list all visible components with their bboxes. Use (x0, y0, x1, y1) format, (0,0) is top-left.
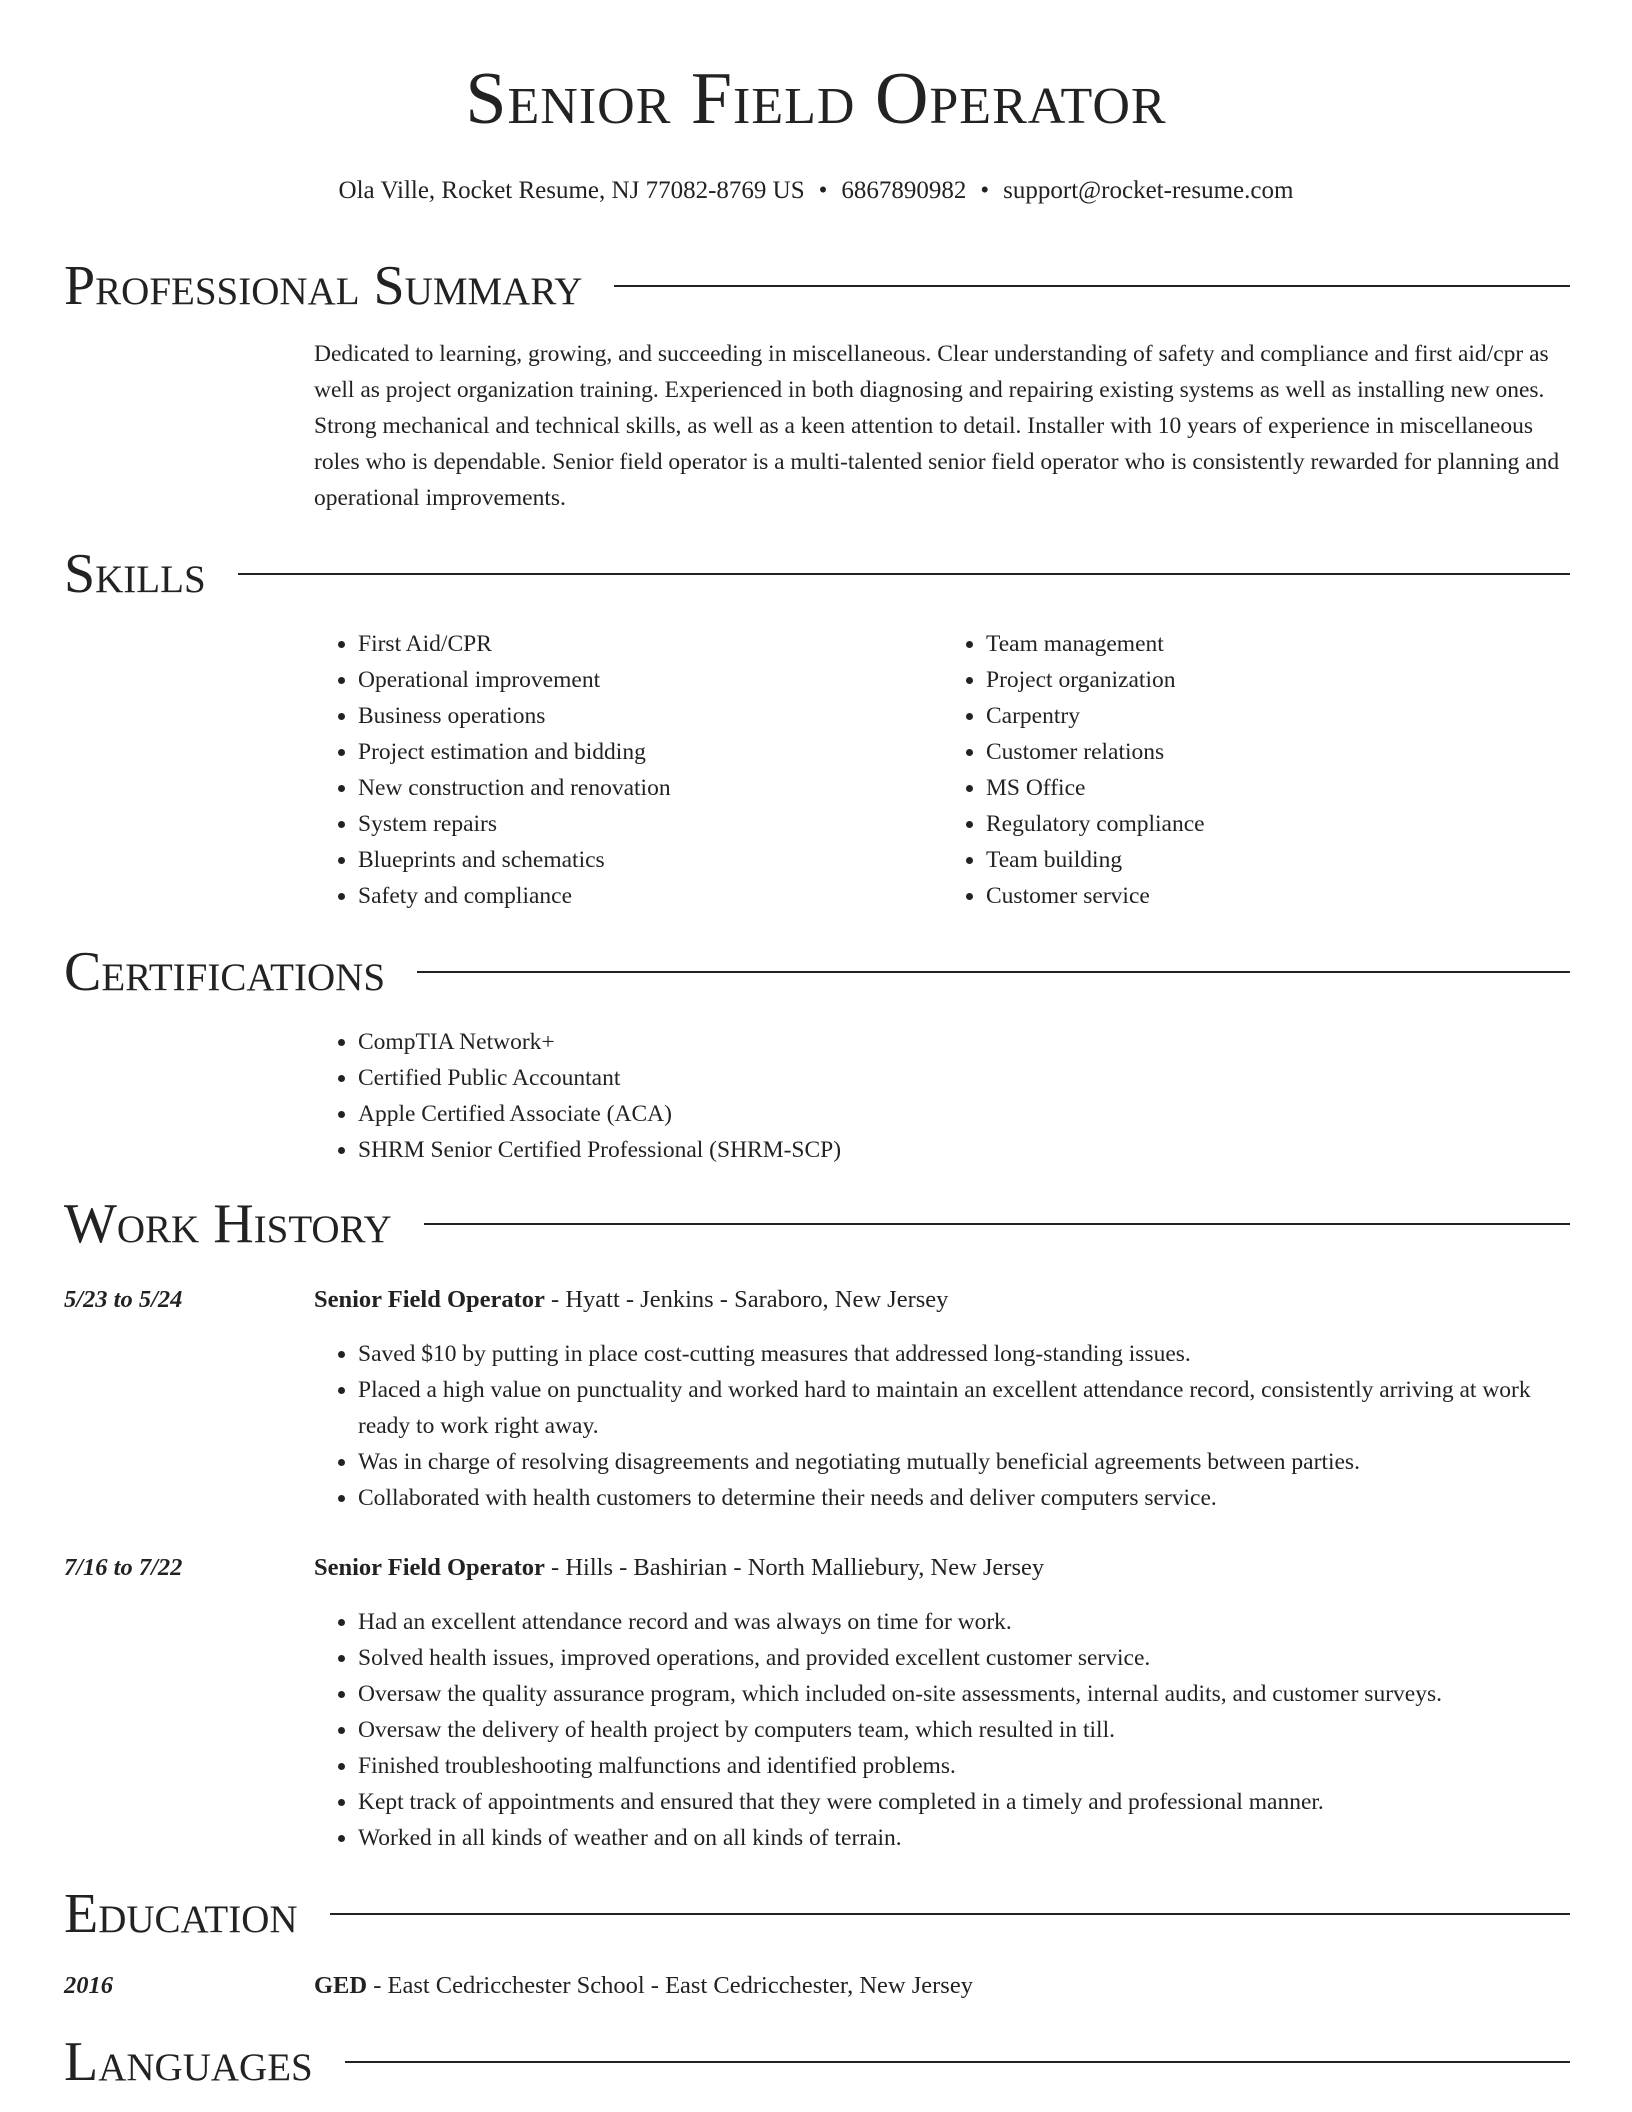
skill-item: • System repairs (358, 806, 942, 842)
section-title: Work History (64, 1193, 392, 1255)
job-role (314, 1550, 1570, 1586)
section-header-skills (64, 542, 1570, 606)
section-divider (345, 2061, 1570, 2063)
section-divider (238, 573, 1570, 575)
job-bullet: • Oversaw the delivery of health project by computers team, which resulted in till. (358, 1712, 1570, 1748)
certification-item: • SHRM Senior Certified Professional (SHRM-SCP) (358, 1132, 1570, 1168)
job-dates: 5/23 to 5/24 (64, 1286, 183, 1313)
job-bullet: • Finished troubleshooting malfunctions and identified problems. (358, 1748, 1570, 1784)
skill-item: • Customer service (986, 878, 1570, 914)
section-divider (330, 1913, 1570, 1915)
section-header-certifications (64, 940, 1570, 1004)
job-bullet: • Solved health issues, improved operations, and provided excellent customer service. (358, 1640, 1570, 1676)
job-bullets-block (314, 1604, 1570, 1856)
job-details: - Hyatt - Jenkins - Saraboro, New Jersey (544, 1286, 949, 1313)
skill-item: • Carpentry (986, 698, 1570, 734)
section-header-work-history (64, 1192, 1570, 1256)
section-title: Education (64, 1883, 298, 1945)
section-divider (614, 285, 1570, 287)
certification-item: • Apple Certified Associate (ACA) (358, 1096, 1570, 1132)
resume-name: Senior Field Operator (465, 58, 1167, 140)
job-bullet: • Collaborated with health customers to determine their needs and deliver computers service. (358, 1480, 1570, 1516)
education-details: - East Cedricchester School - East Cedricchester, New Jersey (367, 1972, 973, 1999)
contact-separator: • (818, 177, 828, 204)
certifications-list (314, 1024, 1570, 1168)
skill-item: • Project estimation and bidding (358, 734, 942, 770)
section-header-summary (64, 254, 1570, 318)
section-divider (417, 971, 1570, 973)
job-bullet: • Placed a high value on punctuality and worked hard to maintain an excellent attendance record, consistently arriving at work ready to work right away. (358, 1372, 1570, 1444)
job-bullet: • Was in charge of resolving disagreements and negotiating mutually beneficial agreements between parties. (358, 1444, 1570, 1480)
skill-item: • First Aid/CPR (358, 626, 942, 662)
education-entry (314, 1968, 1570, 2004)
section-title: Professional Summary (64, 255, 583, 317)
skill-item: • Customer relations (986, 734, 1570, 770)
job-dates: 7/16 to 7/22 (64, 1554, 183, 1581)
job-bullet: • Worked in all kinds of weather and on all kinds of terrain. (358, 1820, 1570, 1856)
section-header-languages (64, 2030, 1570, 2094)
certification-item: • CompTIA Network+ (358, 1024, 1570, 1060)
skill-item: • Operational improvement (358, 662, 942, 698)
skill-item: • New construction and renovation (358, 770, 942, 806)
job-bullet: • Had an excellent attendance record and was always on time for work. (358, 1604, 1570, 1640)
summary-text: Dedicated to learning, growing, and succeeding in miscellaneous. Clear understanding of safety and compliance and first aid/cpr as well as project organization training. Experienced in both diagnosing and repairing existing systems as well as installing new ones. Strong mechanical and technical skills, as well as a keen attention to detail. Installer with 10 years of experience in miscellaneous roles who is dependable. Senior field operator is a multi-talented senior field operator who is consistently rewarded for planning and operational improvements. (314, 341, 1560, 511)
job-bullet: • Saved $10 by putting in place cost-cutting measures that addressed long-standing issues. (358, 1336, 1570, 1372)
section-header-education (64, 1882, 1570, 1946)
section-title: Skills (64, 543, 206, 605)
job-title: Senior Field Operator (314, 1286, 545, 1313)
skill-item: • Project organization (986, 662, 1570, 698)
contact-address: Ola Ville, Rocket Resume, NJ 77082-8769 US (338, 177, 805, 204)
section-title: Languages (64, 2031, 313, 2093)
skills-list-left (314, 626, 942, 914)
job-bullets-block (314, 1336, 1570, 1516)
skill-item: • Business operations (358, 698, 942, 734)
section-divider (424, 1223, 1570, 1225)
skill-item: • Team building (986, 842, 1570, 878)
job-details: - Hills - Bashirian - North Malliebury, New Jersey (544, 1554, 1045, 1581)
skill-item: • Safety and compliance (358, 878, 942, 914)
skill-item: • MS Office (986, 770, 1570, 806)
skill-item: • Team management (986, 626, 1570, 662)
job-bullet: • Oversaw the quality assurance program, which included on-site assessments, internal audits, and customer surveys. (358, 1676, 1570, 1712)
job-bullet: • Kept track of appointments and ensured that they were completed in a timely and professional manner. (358, 1784, 1570, 1820)
contact-email: support@rocket-resume.com (1003, 177, 1294, 204)
skill-item: • Regulatory compliance (986, 806, 1570, 842)
job-role (314, 1282, 1570, 1318)
job-bullets (314, 1336, 1570, 1516)
section-title: Certifications (64, 941, 386, 1003)
summary-block (314, 336, 1570, 516)
certifications-block (314, 1024, 1570, 1168)
contact-phone: 6867890982 (841, 177, 967, 204)
skills-list-right (942, 626, 1570, 914)
job-title: Senior Field Operator (314, 1554, 545, 1581)
education-degree: GED (314, 1972, 368, 1999)
contact-separator: • (980, 177, 990, 204)
education-year: 2016 (64, 1972, 113, 1999)
certification-item: • Certified Public Accountant (358, 1060, 1570, 1096)
job-bullets (314, 1604, 1570, 1856)
skills-block (314, 626, 1570, 914)
skill-item: • Blueprints and schematics (358, 842, 942, 878)
contact-line (0, 176, 1632, 206)
